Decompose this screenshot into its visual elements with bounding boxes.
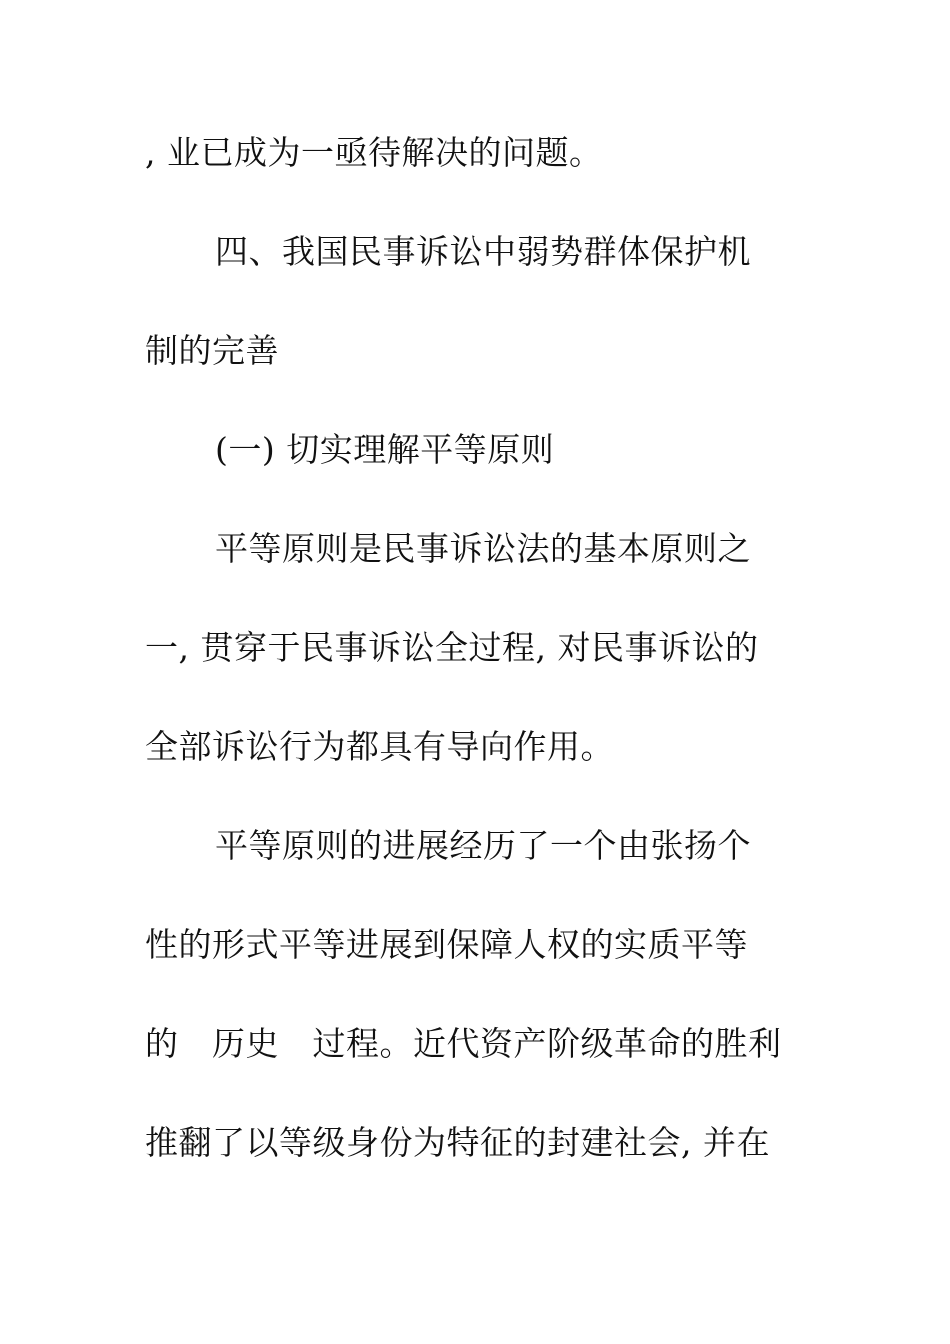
text-line: 推翻了以等级身份为特征的封建社会, 并在 [145, 1123, 770, 1162]
text-line: 性的形式平等进展到保障人权的实质平等 [145, 925, 748, 964]
text-line: 一, 贯穿于民事诉讼全过程, 对民事诉讼的 [145, 628, 759, 667]
text-line: 全部诉讼行为都具有导向作用。 [145, 727, 614, 766]
text-line: , 业已成为一亟待解决的问题。 [145, 133, 603, 172]
section-heading-continued: 制的完善 [145, 331, 279, 370]
text-line: 平等原则的进展经历了一个由张扬个 [215, 826, 751, 865]
text-line: 的 历史 过程。近代资产阶级革命的胜利 [145, 1024, 782, 1063]
section-heading: 四、我国民事诉讼中弱势群体保护机 [215, 232, 751, 271]
subsection-heading: (一) 切实理解平等原则 [215, 430, 555, 469]
text-line: 平等原则是民事诉讼法的基本原则之 [215, 529, 751, 568]
